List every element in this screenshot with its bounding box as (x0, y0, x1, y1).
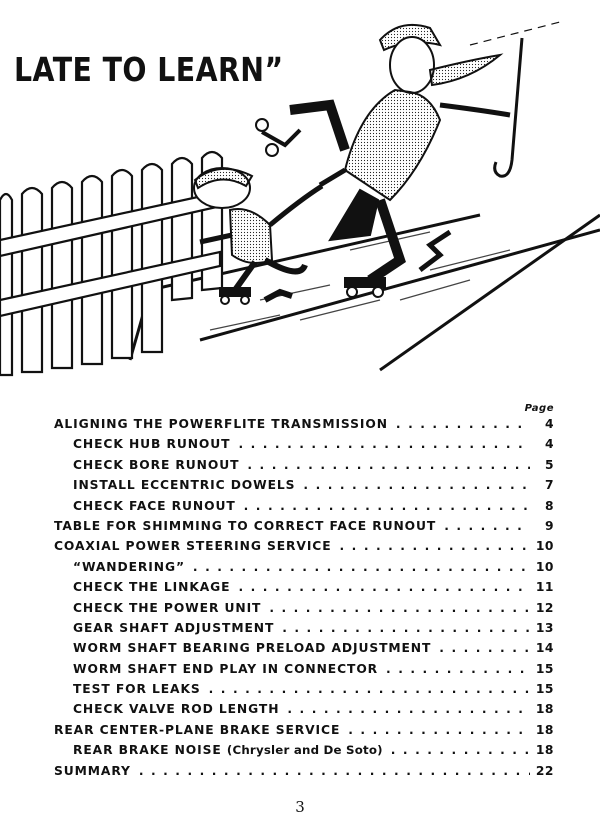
toc-entry-title: SUMMARY (54, 763, 131, 778)
dot-leader (436, 519, 530, 533)
toc-entry-label (54, 682, 201, 696)
dot-leader (239, 458, 530, 472)
toc-entry-page: 10 (535, 559, 554, 574)
toc-entry-title: COAXIAL POWER STEERING SERVICE (54, 539, 332, 554)
toc-entry-page: 4 (544, 417, 554, 431)
toc-entry (54, 743, 554, 763)
toc-entry-label (54, 458, 239, 472)
toc-entry-page: 22 (535, 763, 554, 778)
toc-entry-title: WORM SHAFT BEARING PRELOAD ADJUSTMENT (73, 641, 432, 656)
dot-leader (378, 662, 530, 676)
toc-entry-page: 18 (535, 702, 554, 717)
dot-leader (261, 601, 530, 615)
toc-entry-title: WORM SHAFT END PLAY IN CONNECTOR (73, 661, 379, 676)
toc-entry (54, 478, 554, 498)
toc-entry-page: 18 (535, 722, 554, 737)
toc-entry-page: 7 (544, 478, 554, 493)
page-title: LATE TO LEARN” (14, 50, 284, 89)
toc-entry-title: TABLE FOR SHIMMING TO CORRECT FACE RUNOUT (54, 518, 437, 533)
sidewalk (130, 215, 600, 370)
dot-leader (230, 580, 530, 594)
page-number: 3 (295, 798, 305, 816)
toc-entry-label (54, 580, 230, 594)
toc-entry-page: 9 (544, 518, 554, 533)
dot-leader (201, 682, 530, 696)
toc-entry-label (54, 478, 295, 492)
toc-entry (54, 580, 554, 600)
table-of-contents (54, 403, 554, 784)
toc-entry-label (54, 641, 431, 655)
toc-entry-title: CHECK THE POWER UNIT (73, 600, 262, 615)
dot-leader (295, 478, 530, 492)
toc-entry-title: CHECK THE LINKAGE (73, 580, 231, 595)
toc-entry-title: TEST FOR LEAKS (73, 682, 201, 697)
toc-entry-title: CHECK VALVE ROD LENGTH (73, 702, 280, 717)
toc-entry-label (54, 499, 236, 513)
toc-entry (54, 458, 554, 478)
toc-entry-page: 15 (535, 661, 554, 676)
toc-entry-page: 12 (535, 600, 554, 615)
toc-entry-label (54, 437, 230, 451)
toc-entry (54, 519, 554, 539)
cartoon-illustration (0, 0, 600, 390)
toc-entry-title: CHECK BORE RUNOUT (73, 457, 240, 472)
toc-entry-title: “WANDERING” (73, 559, 185, 574)
toc-entry (54, 499, 554, 519)
toc-entry-label (54, 702, 279, 716)
toc-entry (54, 539, 554, 559)
toc-entry-page: 4 (544, 437, 554, 452)
toc-entry-label (54, 560, 185, 574)
toc-entry (54, 601, 554, 621)
dot-leader (431, 641, 530, 655)
toc-entry-label (54, 723, 340, 737)
toc-entry (54, 723, 554, 743)
toc-entry-page: 5 (544, 457, 554, 472)
dot-leader (383, 743, 530, 757)
toc-entry (54, 641, 554, 661)
toc-entry-label (54, 539, 332, 553)
toc-entry-title: REAR CENTER-PLANE BRAKE SERVICE (54, 722, 341, 737)
toc-entry-label (54, 601, 261, 615)
toc-entry-label (54, 662, 378, 676)
skate-mark (265, 292, 292, 300)
toc-entry (54, 764, 554, 784)
page-column-header: Page (524, 403, 554, 414)
toc-entry (54, 417, 554, 437)
toc-entry-label (54, 519, 436, 533)
toc-entry-title: REAR BRAKE NOISE (73, 743, 222, 758)
toc-entry-label (54, 417, 388, 431)
toc-entry (54, 621, 554, 641)
toc-entry (54, 682, 554, 702)
dot-leader (332, 539, 530, 553)
toc-entry-page: 11 (535, 580, 554, 595)
dot-leader (236, 499, 530, 513)
toc-entry-title: INSTALL ECCENTRIC DOWELS (73, 478, 296, 493)
dot-leader (388, 417, 530, 431)
toc-entry-page: 13 (535, 620, 554, 635)
toc-entry-page: 10 (535, 539, 554, 554)
toc-entry-title: CHECK HUB RUNOUT (73, 437, 231, 452)
toc-entry (54, 560, 554, 580)
dot-leader (131, 764, 530, 778)
toc-entry-title: CHECK FACE RUNOUT (73, 498, 236, 513)
dot-leader (340, 723, 530, 737)
toc-entry-label (54, 743, 383, 757)
toc-entry-title: GEAR SHAFT ADJUSTMENT (73, 620, 275, 635)
toc-entry-page: 14 (535, 641, 554, 656)
dot-leader (230, 437, 530, 451)
toc-entry-page: 8 (544, 498, 554, 513)
skate-mark (420, 232, 450, 270)
motion-line (470, 22, 560, 45)
toc-entry (54, 437, 554, 457)
toc-entry (54, 702, 554, 722)
dot-leader (279, 702, 530, 716)
toc-list (54, 417, 554, 784)
dot-leader (185, 560, 530, 574)
toc-entry-label (54, 764, 131, 778)
toc-entry-subtitle: (Chrysler and De Soto) (226, 743, 383, 758)
toc-entry-page: 18 (535, 743, 554, 758)
toc-entry-label (54, 621, 274, 635)
toc-entry-title: ALIGNING THE POWERFLITE TRANSMISSION (54, 417, 388, 431)
toc-entry (54, 662, 554, 682)
dot-leader (274, 621, 530, 635)
toc-entry-page: 15 (535, 682, 554, 697)
